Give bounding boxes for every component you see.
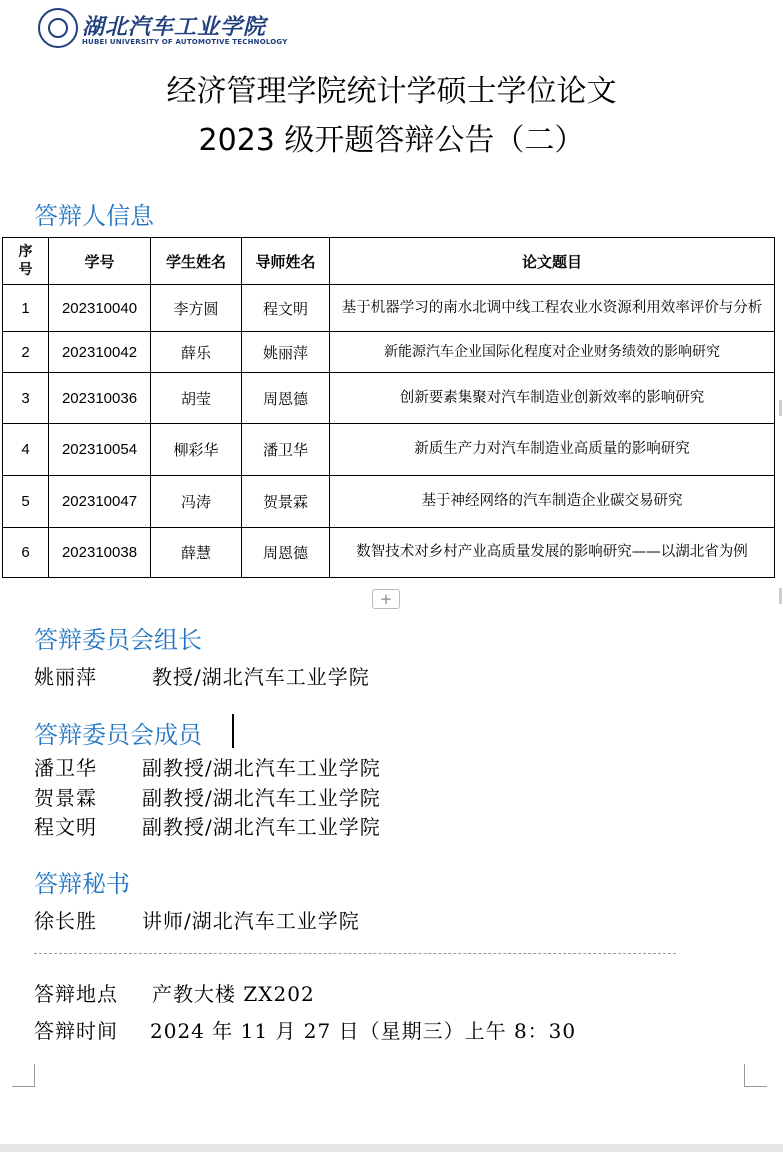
time-label: 答辩时间: [34, 1019, 118, 1043]
time-value: 2024 年 11 月 27 日（星期三）上午 8：30: [150, 1019, 577, 1043]
secretary-name: 徐长胜: [34, 909, 97, 933]
cell-student-name[interactable]: 胡莹: [151, 373, 242, 424]
table-header-row: [3, 238, 775, 285]
leader-title: 教授/湖北汽车工业学院: [152, 665, 370, 689]
add-table-row-button[interactable]: +: [372, 589, 400, 609]
member-name: 程文明: [34, 815, 97, 839]
cell-student-name[interactable]: 冯涛: [151, 476, 242, 528]
cell-advisor-name[interactable]: 潘卫华: [242, 424, 330, 476]
table-row: [3, 373, 775, 424]
member-line: [34, 752, 381, 781]
table-row: [3, 424, 775, 476]
document-title-line2: 2023 级开题答辩公告（二）: [198, 123, 585, 158]
scroll-marker: [779, 588, 782, 604]
cell-advisor-name[interactable]: 姚丽萍: [242, 332, 330, 373]
cell-thesis-title[interactable]: 新能源汽车企业国际化程度对企业财务绩效的影响研究: [330, 332, 775, 373]
member-title: 副教授/湖北汽车工业学院: [142, 815, 381, 839]
member-title: 副教授/湖北汽车工业学院: [142, 786, 381, 810]
cell-advisor-name[interactable]: 周恩德: [242, 528, 330, 578]
member-title: 副教授/湖北汽车工业学院: [142, 756, 381, 780]
cell-index[interactable]: 6: [3, 528, 49, 578]
page-bottom-edge: [0, 1144, 783, 1152]
leader-name: 姚丽萍: [34, 665, 97, 689]
table-row: [3, 285, 775, 332]
cell-advisor-name[interactable]: 周恩德: [242, 373, 330, 424]
secretary-heading: 答辩秘书: [34, 870, 130, 898]
cell-student-name[interactable]: 薛慧: [151, 528, 242, 578]
cell-thesis-title[interactable]: 基于机器学习的南水北调中线工程农业水资源利用效率评价与分析: [330, 285, 775, 332]
secretary-line: [34, 905, 360, 934]
leader-heading: 答辩委员会组长: [34, 626, 202, 654]
header-student-name: 学生姓名: [151, 238, 242, 285]
cell-student-id[interactable]: 202310054: [49, 424, 151, 476]
cell-student-name[interactable]: 薛乐: [151, 332, 242, 373]
page-corner-mark-left: [12, 1064, 35, 1087]
cell-index[interactable]: 4: [3, 424, 49, 476]
table-row: [3, 528, 775, 578]
header-advisor-name: 导师姓名: [242, 238, 330, 285]
cell-student-id[interactable]: 202310042: [49, 332, 151, 373]
text-cursor: [232, 714, 234, 748]
members-heading: 答辩委员会成员: [34, 721, 202, 749]
time-line: [34, 1015, 576, 1044]
cell-advisor-name[interactable]: 贺景霖: [242, 476, 330, 528]
cell-student-id[interactable]: 202310038: [49, 528, 151, 578]
university-logo: [38, 8, 288, 50]
cell-advisor-name[interactable]: 程文明: [242, 285, 330, 332]
cell-index[interactable]: 1: [3, 285, 49, 332]
table-row: [3, 476, 775, 528]
header-index: 序号: [3, 238, 49, 285]
member-line: [34, 811, 381, 840]
dashed-divider: [34, 953, 676, 954]
cell-student-name[interactable]: 李方圆: [151, 285, 242, 332]
member-line: [34, 782, 381, 811]
leader-line: [34, 661, 370, 690]
member-name: 贺景霖: [34, 786, 97, 810]
member-name: 潘卫华: [34, 756, 97, 780]
cell-index[interactable]: 5: [3, 476, 49, 528]
cell-student-name[interactable]: 柳彩华: [151, 424, 242, 476]
header-student-id: 学号: [49, 238, 151, 285]
secretary-title: 讲师/湖北汽车工业学院: [142, 909, 360, 933]
info-heading: 答辩人信息: [34, 202, 154, 230]
scroll-marker: [779, 400, 782, 416]
table-row: [3, 332, 775, 373]
cell-thesis-title[interactable]: 创新要素集聚对汽车制造业创新效率的影响研究: [330, 373, 775, 424]
cell-index[interactable]: 3: [3, 373, 49, 424]
document-title-line1: 经济管理学院统计学硕士学位论文: [166, 74, 617, 109]
venue-line: [34, 978, 315, 1007]
cell-thesis-title[interactable]: 基于神经网络的汽车制造企业碳交易研究: [330, 476, 775, 528]
defense-info-table: [2, 237, 775, 578]
cell-thesis-title[interactable]: 新质生产力对汽车制造业高质量的影响研究: [330, 424, 775, 476]
university-seal-icon: [38, 8, 78, 48]
venue-label: 答辩地点: [34, 982, 118, 1006]
page-corner-mark-right: [744, 1064, 767, 1087]
logo-chinese-name: 湖北汽车工业学院: [82, 14, 267, 40]
cell-student-id[interactable]: 202310047: [49, 476, 151, 528]
cell-index[interactable]: 2: [3, 332, 49, 373]
cell-thesis-title[interactable]: 数智技术对乡村产业高质量发展的影响研究——以湖北省为例: [330, 528, 775, 578]
logo-english-name: HUBEI UNIVERSITY OF AUTOMOTIVE TECHNOLOGY: [82, 38, 288, 46]
cell-student-id[interactable]: 202310040: [49, 285, 151, 332]
header-thesis-title: 论文题目: [330, 238, 775, 285]
cell-student-id[interactable]: 202310036: [49, 373, 151, 424]
venue-value: 产教大楼 ZX202: [152, 982, 315, 1006]
